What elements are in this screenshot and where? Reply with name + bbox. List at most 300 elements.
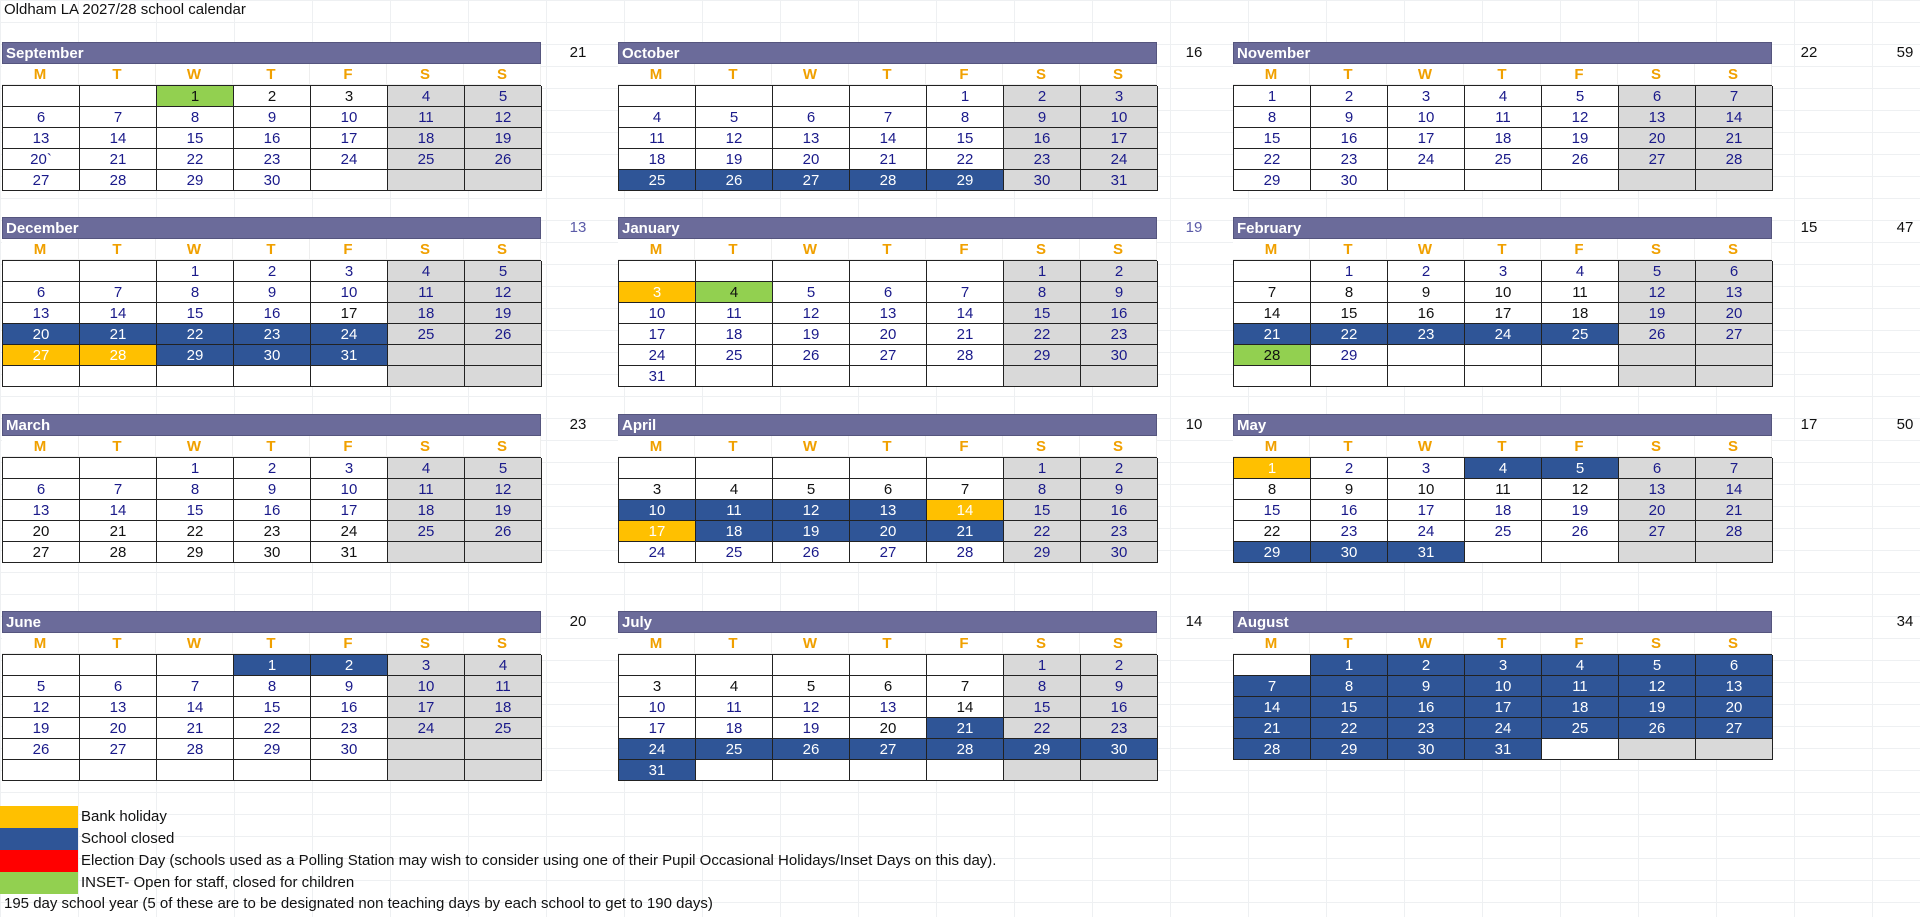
day-cell: 9 (1004, 107, 1081, 128)
day-cell (850, 458, 927, 479)
day-cell: 10 (388, 676, 465, 697)
day-cell: 15 (157, 303, 234, 324)
day-cell: 11 (696, 697, 773, 718)
day-cell: 21 (80, 149, 157, 170)
footer-note: 195 day school year (5 of these are to be designated non teaching days by each school to get to 190 days) (4, 895, 713, 912)
day-cell: 17 (311, 500, 388, 521)
day-cell: 7 (1234, 282, 1311, 303)
day-cell: 12 (696, 128, 773, 149)
day-cell: 13 (3, 303, 80, 324)
day-cell: 9 (234, 479, 311, 500)
day-cell: 20 (80, 718, 157, 739)
day-cell: 2 (234, 458, 311, 479)
day-cell: 12 (1542, 479, 1619, 500)
day-cell: 4 (619, 107, 696, 128)
day-cell: 30 (311, 739, 388, 760)
day-cell: 20 (850, 718, 927, 739)
day-grid (1233, 260, 1772, 387)
day-cell: 16 (1388, 303, 1465, 324)
day-cell: 25 (619, 170, 696, 191)
day-cell: 25 (696, 739, 773, 760)
day-cell (1696, 170, 1773, 191)
weekday-header: T (1464, 436, 1541, 457)
legend-label: School closed (81, 830, 175, 847)
weekday-header: S (1080, 239, 1157, 260)
day-cell (388, 739, 465, 760)
day-cell: 20 (850, 521, 927, 542)
day-cell (619, 655, 696, 676)
day-cell: 8 (157, 479, 234, 500)
day-cell: 21 (927, 324, 1004, 345)
day-cell (1542, 366, 1619, 387)
weekday-header: T (849, 239, 926, 260)
day-cell (311, 760, 388, 781)
day-cell: 16 (234, 128, 311, 149)
day-cell: 25 (388, 149, 465, 170)
day-cell: 28 (850, 170, 927, 191)
day-cell: 23 (1388, 718, 1465, 739)
day-cell: 24 (1388, 521, 1465, 542)
day-cell: 25 (465, 718, 542, 739)
term-day-total: 50 (1896, 416, 1914, 433)
day-cell: 5 (773, 676, 850, 697)
day-cell: 27 (1619, 521, 1696, 542)
day-cell: 9 (1081, 676, 1158, 697)
day-cell: 11 (696, 500, 773, 521)
day-cell (388, 366, 465, 387)
month-october (618, 42, 1157, 191)
day-cell: 6 (80, 676, 157, 697)
weekday-header-row (1233, 239, 1772, 260)
day-cell (1234, 366, 1311, 387)
day-cell: 8 (1234, 479, 1311, 500)
day-cell: 9 (1311, 479, 1388, 500)
day-cell: 26 (465, 521, 542, 542)
weekday-header: S (464, 64, 541, 85)
weekday-header: W (156, 64, 233, 85)
weekday-header: M (618, 633, 695, 654)
month-april (618, 414, 1157, 563)
month-december (2, 217, 541, 387)
day-cell: 18 (388, 128, 465, 149)
day-cell: 10 (1081, 107, 1158, 128)
day-cell: 23 (1388, 324, 1465, 345)
day-cell: 8 (1311, 676, 1388, 697)
weekday-header: M (1233, 64, 1310, 85)
weekday-header: F (926, 436, 1003, 457)
weekday-header: T (695, 64, 772, 85)
weekday-header: S (1080, 436, 1157, 457)
day-cell: 3 (1388, 458, 1465, 479)
weekday-header: S (1080, 633, 1157, 654)
day-cell (234, 760, 311, 781)
day-cell: 5 (1542, 86, 1619, 107)
day-cell: 24 (311, 149, 388, 170)
weekday-header: T (849, 633, 926, 654)
day-cell: 29 (1234, 542, 1311, 563)
day-cell: 1 (1004, 655, 1081, 676)
day-cell (465, 739, 542, 760)
day-cell: 1 (1004, 458, 1081, 479)
weekday-header: F (310, 436, 387, 457)
day-cell: 13 (80, 697, 157, 718)
weekday-header-row (1233, 64, 1772, 85)
day-cell: 19 (696, 149, 773, 170)
weekday-header-row (618, 64, 1157, 85)
day-cell: 4 (1542, 261, 1619, 282)
weekday-header: W (1387, 436, 1464, 457)
day-cell: 21 (1234, 718, 1311, 739)
day-cell: 27 (773, 170, 850, 191)
day-cell (3, 261, 80, 282)
day-cell: 3 (619, 479, 696, 500)
weekday-header: T (695, 436, 772, 457)
day-cell: 7 (850, 107, 927, 128)
weekday-header: S (1003, 64, 1080, 85)
day-cell: 14 (80, 128, 157, 149)
day-cell (80, 261, 157, 282)
weekday-header: M (1233, 633, 1310, 654)
day-cell: 12 (465, 282, 542, 303)
day-cell: 7 (80, 479, 157, 500)
day-cell (773, 366, 850, 387)
day-cell: 22 (1311, 324, 1388, 345)
day-cell: 3 (388, 655, 465, 676)
day-cell: 5 (465, 261, 542, 282)
weekday-header: M (618, 64, 695, 85)
day-cell: 23 (234, 521, 311, 542)
day-cell: 23 (1081, 521, 1158, 542)
day-cell: 29 (1311, 345, 1388, 366)
day-cell: 24 (388, 718, 465, 739)
weekday-header: T (1310, 64, 1387, 85)
month-name: October (618, 42, 1157, 64)
day-grid (2, 457, 541, 563)
day-grid (2, 260, 541, 387)
day-cell: 11 (1465, 479, 1542, 500)
weekday-header-row (618, 436, 1157, 457)
weekday-header: S (1003, 239, 1080, 260)
legend-label: Bank holiday (81, 808, 167, 825)
day-cell: 26 (1542, 521, 1619, 542)
weekday-header-row (2, 64, 541, 85)
month-day-count: 21 (569, 44, 587, 61)
day-cell: 13 (1619, 107, 1696, 128)
day-cell: 10 (619, 697, 696, 718)
day-cell: 26 (3, 739, 80, 760)
day-cell: 27 (3, 345, 80, 366)
weekday-header: T (233, 633, 310, 654)
day-cell (80, 366, 157, 387)
weekday-header: W (1387, 633, 1464, 654)
weekday-header: S (1080, 64, 1157, 85)
day-cell: 7 (927, 676, 1004, 697)
day-cell: 15 (927, 128, 1004, 149)
month-name: May (1233, 414, 1772, 436)
day-cell: 26 (465, 149, 542, 170)
day-cell: 22 (234, 718, 311, 739)
day-cell: 16 (1311, 500, 1388, 521)
day-cell: 12 (3, 697, 80, 718)
day-cell: 2 (234, 261, 311, 282)
day-cell (927, 760, 1004, 781)
weekday-header: F (926, 239, 1003, 260)
day-cell (234, 366, 311, 387)
day-cell: 4 (388, 86, 465, 107)
weekday-header-row (2, 633, 541, 654)
day-cell: 3 (311, 458, 388, 479)
weekday-header: F (310, 239, 387, 260)
day-cell: 14 (927, 697, 1004, 718)
weekday-header: S (464, 239, 541, 260)
day-cell: 26 (1619, 718, 1696, 739)
day-cell (927, 655, 1004, 676)
day-cell: 15 (1311, 303, 1388, 324)
day-cell: 25 (696, 345, 773, 366)
weekday-header: T (695, 239, 772, 260)
day-cell: 5 (465, 86, 542, 107)
day-cell: 24 (619, 739, 696, 760)
legend-label: INSET- Open for staff, closed for children (81, 874, 355, 891)
day-cell: 17 (619, 718, 696, 739)
day-cell: 23 (1311, 521, 1388, 542)
day-cell: 28 (80, 345, 157, 366)
day-cell: 23 (1081, 324, 1158, 345)
day-cell: 9 (1388, 676, 1465, 697)
day-cell (1619, 542, 1696, 563)
day-cell (1081, 760, 1158, 781)
day-cell: 11 (619, 128, 696, 149)
weekday-header: W (772, 64, 849, 85)
day-cell: 2 (311, 655, 388, 676)
day-cell: 16 (234, 303, 311, 324)
month-day-count: 22 (1800, 44, 1818, 61)
day-cell: 18 (619, 149, 696, 170)
day-cell (1234, 261, 1311, 282)
day-cell: 14 (927, 303, 1004, 324)
day-cell (1619, 366, 1696, 387)
day-cell: 4 (696, 676, 773, 697)
day-cell: 21 (80, 324, 157, 345)
day-cell: 24 (619, 345, 696, 366)
day-cell: 15 (157, 500, 234, 521)
day-cell: 11 (1542, 676, 1619, 697)
day-cell: 7 (80, 282, 157, 303)
day-cell: 21 (927, 521, 1004, 542)
weekday-header: S (464, 436, 541, 457)
day-cell: 28 (80, 542, 157, 563)
day-cell: 6 (1696, 261, 1773, 282)
day-cell: 9 (1081, 479, 1158, 500)
day-cell (773, 760, 850, 781)
day-cell: 12 (1542, 107, 1619, 128)
weekday-header-row (2, 436, 541, 457)
day-cell: 6 (850, 676, 927, 697)
day-cell: 4 (696, 479, 773, 500)
weekday-header: M (618, 239, 695, 260)
day-cell: 23 (1311, 149, 1388, 170)
day-cell: 12 (773, 303, 850, 324)
day-cell: 27 (1619, 149, 1696, 170)
day-cell: 18 (388, 303, 465, 324)
day-cell: 29 (927, 170, 1004, 191)
day-cell: 4 (465, 655, 542, 676)
day-cell: 6 (3, 107, 80, 128)
day-cell: 27 (850, 739, 927, 760)
day-cell: 16 (1004, 128, 1081, 149)
day-cell (157, 366, 234, 387)
day-cell: 20` (3, 149, 80, 170)
day-cell: 11 (388, 479, 465, 500)
weekday-header: F (1541, 239, 1618, 260)
day-cell (1465, 345, 1542, 366)
day-cell (1696, 366, 1773, 387)
day-cell: 3 (1465, 261, 1542, 282)
day-cell: 17 (311, 303, 388, 324)
weekday-header: S (1695, 239, 1772, 260)
day-cell: 5 (1619, 261, 1696, 282)
day-cell: 19 (465, 303, 542, 324)
day-cell: 14 (850, 128, 927, 149)
day-cell (773, 655, 850, 676)
day-cell: 13 (850, 500, 927, 521)
day-cell: 14 (80, 303, 157, 324)
month-march (2, 414, 541, 563)
day-cell (157, 655, 234, 676)
legend-swatch (0, 828, 78, 850)
day-cell: 14 (157, 697, 234, 718)
day-cell: 1 (157, 86, 234, 107)
day-cell (619, 458, 696, 479)
day-cell: 12 (773, 500, 850, 521)
weekday-header: M (1233, 436, 1310, 457)
day-cell: 1 (1004, 261, 1081, 282)
month-day-count: 23 (569, 416, 587, 433)
month-name: December (2, 217, 541, 239)
day-grid (618, 85, 1157, 191)
day-cell: 26 (773, 542, 850, 563)
weekday-header: M (2, 436, 79, 457)
day-cell: 30 (234, 345, 311, 366)
day-cell: 16 (1311, 128, 1388, 149)
day-cell: 22 (1004, 324, 1081, 345)
day-cell: 22 (927, 149, 1004, 170)
day-cell: 4 (1465, 86, 1542, 107)
weekday-header: M (2, 239, 79, 260)
day-grid (2, 654, 541, 781)
day-cell: 6 (1696, 655, 1773, 676)
day-cell (311, 366, 388, 387)
day-cell: 25 (1465, 149, 1542, 170)
day-cell: 19 (1619, 303, 1696, 324)
month-name: August (1233, 611, 1772, 633)
day-cell: 6 (1619, 458, 1696, 479)
day-cell: 4 (1465, 458, 1542, 479)
day-cell: 13 (3, 500, 80, 521)
day-cell (80, 655, 157, 676)
month-january (618, 217, 1157, 387)
day-cell (1388, 170, 1465, 191)
month-november (1233, 42, 1772, 191)
day-cell: 31 (311, 345, 388, 366)
day-cell: 18 (696, 324, 773, 345)
day-grid (1233, 457, 1772, 563)
day-cell: 24 (311, 521, 388, 542)
month-day-count: 19 (1185, 219, 1203, 236)
day-cell: 11 (696, 303, 773, 324)
day-cell: 6 (3, 479, 80, 500)
day-cell (3, 458, 80, 479)
day-cell: 21 (927, 718, 1004, 739)
day-cell (696, 86, 773, 107)
day-cell: 27 (1696, 718, 1773, 739)
day-cell (1542, 170, 1619, 191)
day-cell (773, 261, 850, 282)
day-cell: 23 (311, 718, 388, 739)
month-september (2, 42, 541, 191)
day-cell: 29 (157, 542, 234, 563)
day-cell: 24 (1081, 149, 1158, 170)
day-cell: 16 (1081, 303, 1158, 324)
day-cell: 18 (1465, 500, 1542, 521)
day-cell: 16 (311, 697, 388, 718)
day-cell: 2 (1388, 655, 1465, 676)
day-cell: 11 (388, 282, 465, 303)
day-cell: 30 (1004, 170, 1081, 191)
day-cell: 19 (773, 521, 850, 542)
day-cell (1542, 345, 1619, 366)
weekday-header: T (233, 436, 310, 457)
day-cell: 10 (311, 107, 388, 128)
weekday-header: T (1310, 436, 1387, 457)
day-cell (157, 760, 234, 781)
day-cell: 22 (1004, 521, 1081, 542)
day-grid (618, 260, 1157, 387)
day-cell: 18 (696, 521, 773, 542)
day-cell: 8 (157, 282, 234, 303)
day-cell (388, 170, 465, 191)
day-cell: 8 (1004, 676, 1081, 697)
day-cell: 5 (773, 479, 850, 500)
day-cell: 2 (1081, 458, 1158, 479)
day-cell (1696, 739, 1773, 760)
day-cell: 9 (1081, 282, 1158, 303)
day-cell: 7 (927, 282, 1004, 303)
day-cell: 30 (1081, 739, 1158, 760)
weekday-header: M (2, 64, 79, 85)
day-grid (1233, 654, 1772, 760)
day-cell (1542, 542, 1619, 563)
day-cell: 29 (157, 345, 234, 366)
weekday-header: T (233, 239, 310, 260)
day-cell: 22 (1004, 718, 1081, 739)
day-cell: 31 (1388, 542, 1465, 563)
weekday-header: S (1695, 436, 1772, 457)
day-cell (1619, 170, 1696, 191)
day-cell: 8 (927, 107, 1004, 128)
day-cell: 6 (850, 479, 927, 500)
weekday-header: S (1618, 436, 1695, 457)
weekday-header: M (618, 436, 695, 457)
day-cell: 26 (1619, 324, 1696, 345)
month-day-count: 13 (569, 219, 587, 236)
day-cell: 12 (1619, 676, 1696, 697)
day-cell: 4 (388, 261, 465, 282)
weekday-header: W (772, 436, 849, 457)
day-cell: 1 (157, 458, 234, 479)
day-cell: 26 (773, 345, 850, 366)
day-cell: 5 (1619, 655, 1696, 676)
